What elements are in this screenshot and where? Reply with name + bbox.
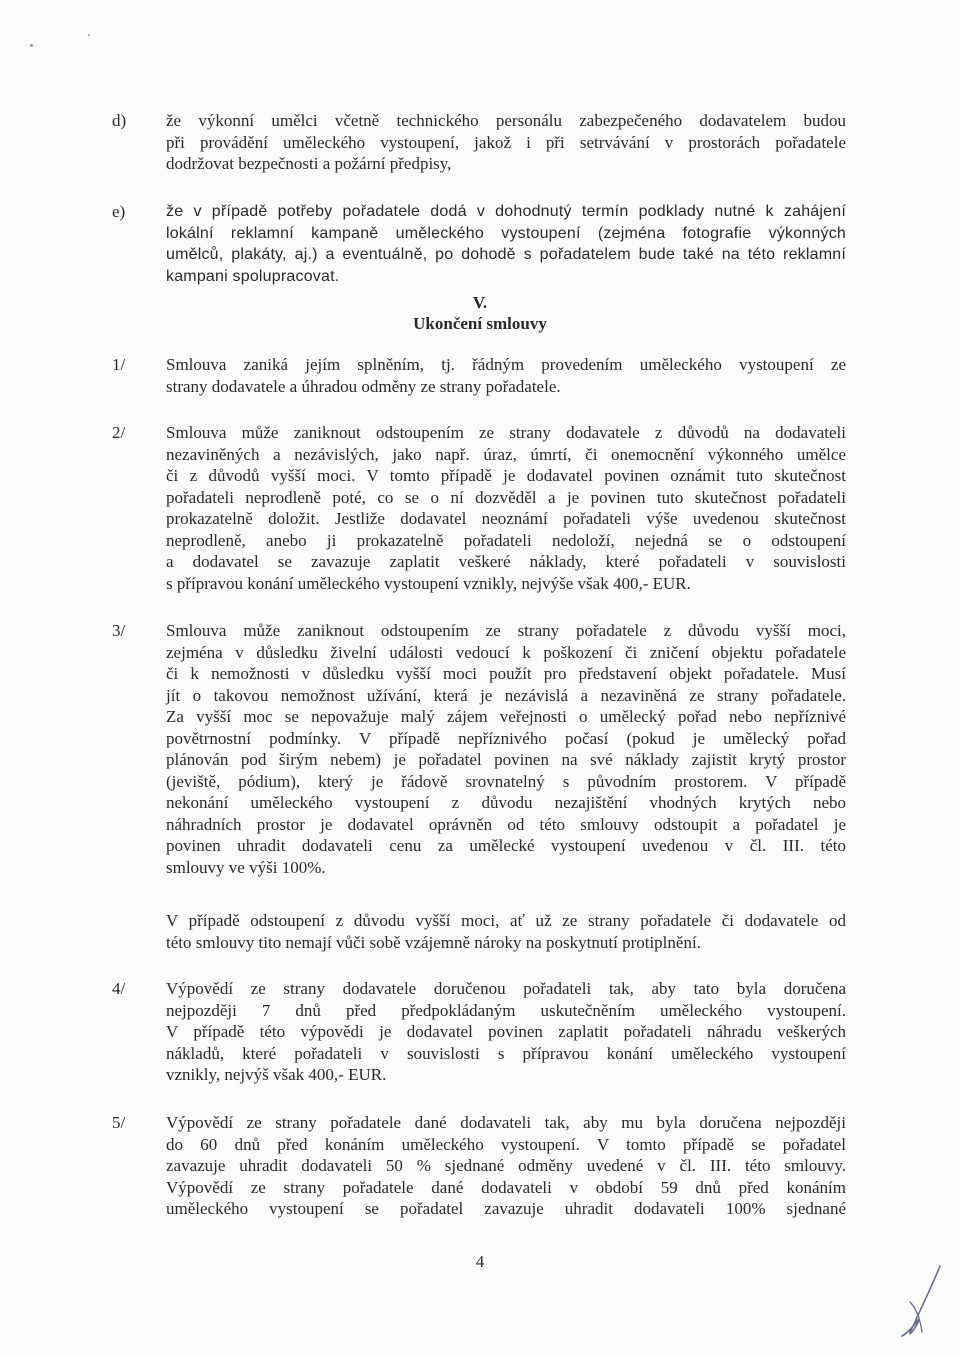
text-line: při provádění uměleckého vystoupení, jakož i při setrvávání v prostorách pořadatele [166, 132, 846, 152]
handwritten-initial [896, 1262, 946, 1342]
section-title: Ukončení smlouvy [413, 314, 547, 333]
scan-speck [88, 34, 90, 36]
text-line: Smlouva zaniká jejím splněním, tj. řádným provedením uměleckého vystoupení ze [166, 355, 846, 374]
text-line: a dodavatel se zavazuje zaplatit veškeré náklady, které pořadateli v souvislosti [166, 552, 846, 571]
text-line: Za vyšší moc se nepovažuje malý zájem veřejnosti o umělecký pořad nebo nepříznivé [166, 707, 846, 726]
text-line: uměleckého vystoupení se pořadatel zavazuje uhradit dodavateli 100% sjednané [166, 1199, 846, 1218]
clause-marker: 2/ [112, 423, 126, 442]
text-line: povinen uhradit dodavateli cenu za umělecké vystoupení uvedenou v čl. III. této [166, 836, 846, 855]
text-line: Výpovědí ze strany pořadatele dané dodavateli v období 59 dnů před konáním [166, 1177, 846, 1197]
text-line: že výkonní umělci včetně technického personálu zabezpečeného dodavatelem budou [166, 111, 846, 130]
clause-marker: 1/ [112, 355, 126, 374]
text-line: lokální reklamní kampaně uměleckého vystoupení (zejména fotografie výkonných [166, 224, 846, 242]
text-line: vznikly, nejvýš však 400,- EUR. [166, 1065, 387, 1084]
clause-marker: d) [112, 111, 127, 130]
text-line: zejména v důsledku živelní události vedoucí k poškození či zničení objektu pořadatele [166, 642, 846, 662]
text-line: nezaviněných a nezávislých, jako např. úraz, úmrtí, či onemocnění výkonného umělce [166, 444, 846, 464]
text-line: smlouvy ve výši 100%. [166, 857, 326, 877]
clause-marker: 4/ [112, 979, 126, 998]
text-line: že v případě potřeby pořadatele dodá v dohodnutý termín podklady nutné k zahájení [166, 203, 846, 220]
text-line: Smlouva může zaniknout odstoupením ze strany dodavatele z důvodů na dodavateli [166, 423, 846, 442]
text-line: pořadateli neprodleně poté, co se o ní dozvěděl a je povinen tuto skutečnost pořadateli [166, 487, 846, 507]
text-line: Smlouva může zaniknout odstoupením ze strany pořadatele z důvodu vyšší moci, [166, 621, 846, 640]
text-line: nákladů, které pořadateli v souvislosti s přípravou konání uměleckého vystoupení [166, 1043, 846, 1063]
text-line: umělců, plakáty, aj.) a eventuálně, po dohodě s pořadatelem bude také na této reklamní [166, 246, 846, 263]
text-line: povětrnostní podmínky. V případě nepříznivého počasí (pokud je umělecký pořad [166, 728, 846, 748]
text-line: V případě této výpovědi je dodavatel povinen zaplatit pořadateli náhradu veškerých [166, 1022, 846, 1041]
text-line: této smlouvy tito nemají vůči sobě vzájemně nároky na poskytnutí protiplnění. [166, 932, 701, 952]
text-line: kampani spolupracovat. [166, 267, 340, 285]
text-line: prokazatelně doložit. Jestliže dodavatel neoznámí pořadateli výše uvedenou skutečnost [166, 509, 846, 528]
clause-marker: e) [112, 202, 126, 221]
text-line: Výpovědí ze strany pořadatele dané dodavateli tak, aby mu byla doručena nejpozději [166, 1113, 846, 1132]
clause-marker: 5/ [112, 1113, 126, 1132]
text-line: či k nemožnosti v důsledku vyšší moci použít pro představení objekt pořadatele. Musí [166, 664, 846, 683]
text-line: zavazuje uhradit dodavateli 50 % sjednané odměny uvedené v čl. III. této smlouvy. [166, 1156, 846, 1175]
text-line: neprodleně, anebo ji prokazatelně pořadateli nedoloží, nejedná se o odstoupení [166, 530, 846, 550]
text-line: Výpovědí ze strany dodavatele doručenou pořadateli tak, aby tato byla doručena [166, 979, 846, 998]
text-line: či z důvodů vyšší moci. V tomto případě je dodavatel povinen oznámit tuto skutečnost [166, 466, 846, 485]
text-line: s přípravou konání uměleckého vystoupení vznikly, nejvýše však 400,- EUR. [166, 573, 691, 593]
text-line: V případě odstoupení z důvodu vyšší moci, ať už ze strany pořadatele či dodavatele od [166, 911, 846, 930]
text-line: nejpozději 7 dnů před předpokládaným uskutečněním uměleckého vystoupení. [166, 1000, 846, 1020]
text-line: náhradních prostor je dodavatel oprávněn od této smlouvy odstoupit a pořadatel je [166, 814, 846, 834]
text-line: plánován pod širým nebem) je pořadatel povinen na své náklady zajistit krytý prostor [166, 750, 846, 769]
scan-speck [30, 44, 33, 47]
section-number: V. [472, 293, 488, 312]
clause-marker: 3/ [112, 621, 126, 640]
text-line: strany dodavatele a úhradou odměny ze strany pořadatele. [166, 376, 561, 396]
text-line: nekonání uměleckého vystoupení z důvodu nezajištění vhodných krytých nebo [166, 793, 846, 812]
text-line: do 60 dnů před konáním uměleckého vystoupení. V tomto případě se pořadatel [166, 1134, 846, 1154]
page-number: 4 [475, 1252, 485, 1271]
text-line: dodržovat bezpečnosti a požární předpisy, [166, 154, 452, 173]
text-line: (jeviště, pódium), který je řádově srovnatelný s původním prostorem. V případě [166, 771, 846, 791]
text-line: jít o takovou nemožnost užívání, která je nezávislá a nezaviněná ze strany pořadatele. [166, 685, 846, 705]
